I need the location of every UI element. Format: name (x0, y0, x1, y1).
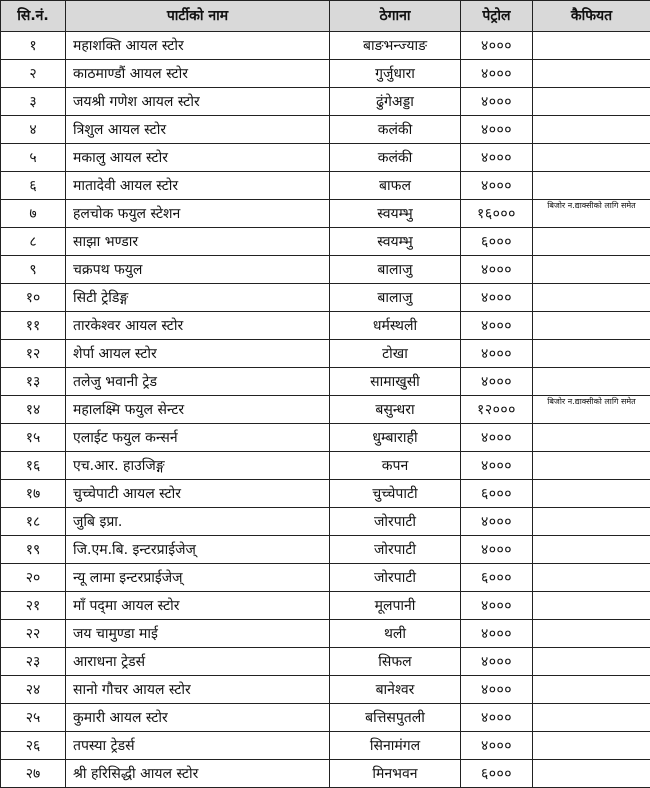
cell-address: कलंकी (330, 116, 461, 144)
cell-sn: ३ (1, 88, 66, 116)
cell-remarks (533, 760, 650, 788)
table-header (1, 1, 650, 32)
table-row (1, 312, 650, 340)
cell-party-name: चक्रपथ फयुल (66, 256, 330, 284)
cell-party-name: माँ पद्‍मा आयल स्टोर (66, 592, 330, 620)
table-row (1, 536, 650, 564)
cell-party-name: न्यू लामा इन्टरप्राईजेज् (66, 564, 330, 592)
cell-petrol: ४००० (461, 340, 533, 368)
cell-party-name: सिटी ट्रेडिङ्ग (66, 284, 330, 312)
cell-petrol: ६००० (461, 228, 533, 256)
cell-party-name: मकालु आयल स्टोर (66, 144, 330, 172)
table-row (1, 480, 650, 508)
cell-remarks (533, 648, 650, 676)
table-row (1, 508, 650, 536)
cell-remarks (533, 88, 650, 116)
cell-remarks (533, 312, 650, 340)
cell-petrol: ६००० (461, 760, 533, 788)
cell-remarks (533, 32, 650, 60)
cell-sn: १० (1, 284, 66, 312)
cell-remarks: बिजोर न.द्याक्सीको लागि समेत (533, 396, 650, 424)
cell-address: मूलपानी (330, 592, 461, 620)
cell-sn: २ (1, 60, 66, 88)
cell-petrol: ४००० (461, 172, 533, 200)
cell-address: मिनभवन (330, 760, 461, 788)
table-row (1, 396, 650, 424)
cell-sn: २० (1, 564, 66, 592)
table-row (1, 452, 650, 480)
cell-party-name: जयश्री गणेश आयल स्टोर (66, 88, 330, 116)
cell-sn: ११ (1, 312, 66, 340)
cell-party-name: हलचोक फयुल स्टेशन (66, 200, 330, 228)
cell-remarks (533, 732, 650, 760)
table-row (1, 228, 650, 256)
header-row (1, 1, 650, 32)
cell-remarks (533, 256, 650, 284)
cell-address: स्वयम्भु (330, 200, 461, 228)
cell-address: बानेश्वर (330, 676, 461, 704)
cell-party-name: चुच्चेपाटी आयल स्टोर (66, 480, 330, 508)
table-row (1, 564, 650, 592)
cell-address: बाफल (330, 172, 461, 200)
cell-sn: १३ (1, 368, 66, 396)
cell-sn: ८ (1, 228, 66, 256)
table-row (1, 144, 650, 172)
cell-party-name: काठमाण्डौं आयल स्टोर (66, 60, 330, 88)
cell-sn: १५ (1, 424, 66, 452)
cell-sn: १२ (1, 340, 66, 368)
cell-remarks (533, 228, 650, 256)
table-row (1, 620, 650, 648)
cell-address: गुर्जुधारा (330, 60, 461, 88)
table-row (1, 732, 650, 760)
cell-remarks (533, 340, 650, 368)
cell-sn: ५ (1, 144, 66, 172)
cell-petrol: ४००० (461, 256, 533, 284)
cell-sn: ६ (1, 172, 66, 200)
cell-address: सिफल (330, 648, 461, 676)
cell-sn: २४ (1, 676, 66, 704)
cell-remarks (533, 424, 650, 452)
cell-sn: २३ (1, 648, 66, 676)
cell-address: चुच्चेपाटी (330, 480, 461, 508)
cell-address: जोरपाटी (330, 536, 461, 564)
cell-petrol: ४००० (461, 424, 533, 452)
cell-remarks (533, 620, 650, 648)
cell-party-name: महाशक्ति आयल स्टोर (66, 32, 330, 60)
table-row (1, 592, 650, 620)
cell-remarks (533, 704, 650, 732)
cell-address: बाङभन्ज्याङ (330, 32, 461, 60)
table-row (1, 32, 650, 60)
table-row (1, 704, 650, 732)
cell-address: सिनामंगल (330, 732, 461, 760)
cell-remarks (533, 508, 650, 536)
cell-remarks (533, 536, 650, 564)
table-row (1, 200, 650, 228)
cell-sn: २७ (1, 760, 66, 788)
cell-sn: २१ (1, 592, 66, 620)
cell-address: बालाजु (330, 284, 461, 312)
cell-address: धुम्बाराही (330, 424, 461, 452)
cell-party-name: त्रिशुल आयल स्टोर (66, 116, 330, 144)
cell-petrol: ४००० (461, 88, 533, 116)
cell-sn: १ (1, 32, 66, 60)
table-row (1, 60, 650, 88)
cell-address: बसुन्धरा (330, 396, 461, 424)
cell-remarks (533, 368, 650, 396)
cell-petrol: ४००० (461, 32, 533, 60)
cell-party-name: शेर्पा आयल स्टोर (66, 340, 330, 368)
cell-remarks (533, 60, 650, 88)
table-row (1, 340, 650, 368)
cell-petrol: ४००० (461, 368, 533, 396)
cell-address: टोखा (330, 340, 461, 368)
cell-petrol: ४००० (461, 144, 533, 172)
cell-petrol: ६००० (461, 564, 533, 592)
cell-party-name: सानो गौचर आयल स्टोर (66, 676, 330, 704)
table-row (1, 648, 650, 676)
cell-address: बालाजु (330, 256, 461, 284)
cell-sn: १४ (1, 396, 66, 424)
cell-party-name: तारकेश्वर आयल स्टोर (66, 312, 330, 340)
cell-sn: ९ (1, 256, 66, 284)
cell-sn: १८ (1, 508, 66, 536)
table-row (1, 424, 650, 452)
cell-remarks (533, 676, 650, 704)
cell-sn: २५ (1, 704, 66, 732)
cell-sn: ७ (1, 200, 66, 228)
cell-address: कलंकी (330, 144, 461, 172)
table-row (1, 116, 650, 144)
cell-party-name: श्री हरिसिद्धी आयल स्टोर (66, 760, 330, 788)
cell-sn: २६ (1, 732, 66, 760)
cell-address: स्वयम्भु (330, 228, 461, 256)
cell-petrol: ४००० (461, 452, 533, 480)
cell-address: जोरपाटी (330, 564, 461, 592)
cell-address: जोरपाटी (330, 508, 461, 536)
cell-party-name: आराधना ट्रेडर्स (66, 648, 330, 676)
table-row (1, 172, 650, 200)
cell-sn: १९ (1, 536, 66, 564)
cell-remarks (533, 284, 650, 312)
cell-petrol: १६००० (461, 200, 533, 228)
cell-petrol: ४००० (461, 592, 533, 620)
cell-party-name: एच.आर. हाउजिङ्ग (66, 452, 330, 480)
table-row (1, 368, 650, 396)
cell-remarks: बिजोर न.द्याक्सीको लागि समेत (533, 200, 650, 228)
cell-remarks (533, 592, 650, 620)
cell-petrol: ४००० (461, 508, 533, 536)
col-header-petrol: पेट्रोल (461, 1, 533, 32)
cell-address: कपन (330, 452, 461, 480)
cell-petrol: ४००० (461, 648, 533, 676)
cell-sn: ४ (1, 116, 66, 144)
table-row (1, 256, 650, 284)
cell-petrol: ४००० (461, 116, 533, 144)
cell-petrol: ४००० (461, 676, 533, 704)
cell-party-name: साझा भण्डार (66, 228, 330, 256)
cell-party-name: जय चामुण्डा माई (66, 620, 330, 648)
cell-remarks (533, 116, 650, 144)
cell-party-name: महालक्ष्मि फयुल सेन्टर (66, 396, 330, 424)
cell-party-name: मातादेवी आयल स्टोर (66, 172, 330, 200)
cell-petrol: ४००० (461, 60, 533, 88)
cell-petrol: १२००० (461, 396, 533, 424)
cell-petrol: ४००० (461, 536, 533, 564)
col-header-address: ठेगाना (330, 1, 461, 32)
cell-address: सामाखुसी (330, 368, 461, 396)
table-row (1, 760, 650, 788)
cell-remarks (533, 144, 650, 172)
cell-petrol: ४००० (461, 704, 533, 732)
table-row (1, 676, 650, 704)
cell-sn: १६ (1, 452, 66, 480)
cell-party-name: कुमारी आयल स्टोर (66, 704, 330, 732)
cell-petrol: ४००० (461, 620, 533, 648)
cell-address: धर्मस्थली (330, 312, 461, 340)
col-header-party: पार्टीको नाम (66, 1, 330, 32)
cell-petrol: ६००० (461, 480, 533, 508)
cell-address: थली (330, 620, 461, 648)
cell-address: बत्तिसपुतली (330, 704, 461, 732)
table-row (1, 88, 650, 116)
cell-remarks (533, 480, 650, 508)
cell-address: ढुंगेअड्डा (330, 88, 461, 116)
cell-remarks (533, 564, 650, 592)
cell-party-name: तपस्या ट्रेडर्स (66, 732, 330, 760)
cell-remarks (533, 452, 650, 480)
cell-sn: १७ (1, 480, 66, 508)
col-header-remarks: कैफियत (533, 1, 650, 32)
cell-petrol: ४००० (461, 284, 533, 312)
cell-party-name: जुबि इप्रा. (66, 508, 330, 536)
cell-party-name: तलेजु भवानी ट्रेड (66, 368, 330, 396)
col-header-sn: सि.नं. (1, 1, 66, 32)
cell-sn: २२ (1, 620, 66, 648)
table-body (1, 32, 650, 788)
cell-party-name: एलाईट फयुल कन्सर्न (66, 424, 330, 452)
cell-petrol: ४००० (461, 312, 533, 340)
table-row (1, 284, 650, 312)
cell-party-name: जि.एम.बि. इन्टरप्राईजेज् (66, 536, 330, 564)
cell-remarks (533, 172, 650, 200)
cell-petrol: ४००० (461, 732, 533, 760)
